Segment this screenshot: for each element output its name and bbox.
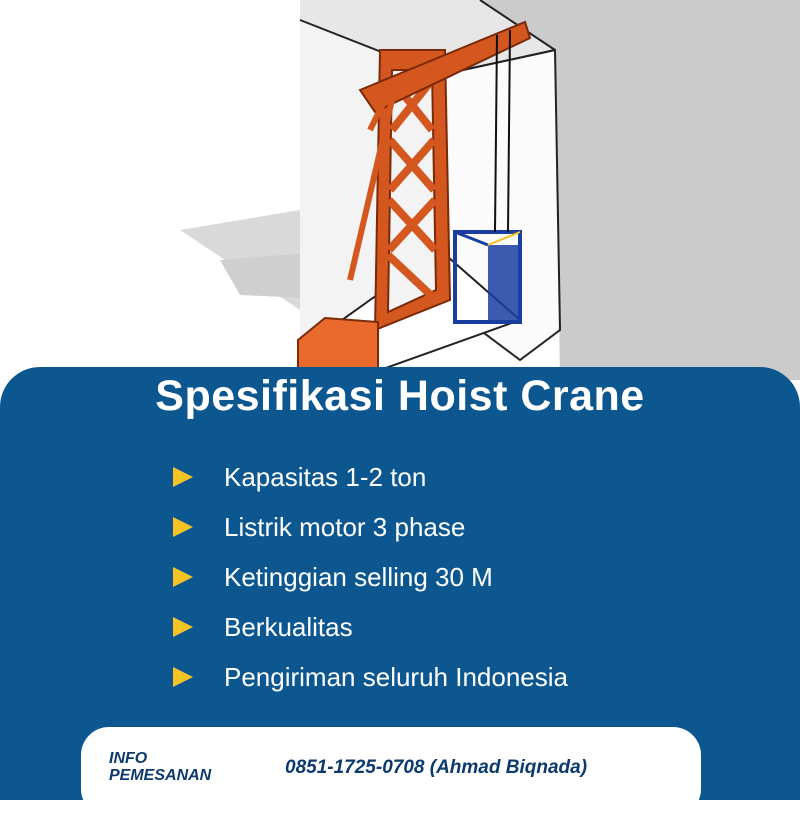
contact-phone[interactable]: 0851-1725-0708 (Ahmad Biqnada) xyxy=(285,757,588,778)
list-item xyxy=(173,502,568,552)
spec-text: Listrik motor 3 phase xyxy=(224,511,466,542)
page-title: Spesifikasi Hoist Crane xyxy=(155,372,645,420)
triangle-right-icon xyxy=(173,467,193,487)
list-item xyxy=(173,452,568,502)
spec-text: Berkualitas xyxy=(224,611,353,642)
info-label xyxy=(109,750,211,784)
info-label-line1: INFO xyxy=(109,750,148,767)
triangle-right-icon xyxy=(173,617,193,637)
list-item xyxy=(173,602,568,652)
triangle-right-icon xyxy=(173,567,193,587)
info-label-line2: PEMESANAN xyxy=(109,767,212,784)
triangle-right-icon xyxy=(173,667,193,687)
list-item xyxy=(173,552,568,602)
list-item xyxy=(173,652,568,702)
spec-list xyxy=(173,452,568,702)
spec-text: Pengiriman seluruh Indonesia xyxy=(224,661,568,692)
triangle-right-icon xyxy=(173,517,193,537)
spec-text: Kapasitas 1-2 ton xyxy=(224,461,427,492)
spec-text: Ketinggian selling 30 M xyxy=(224,561,493,592)
